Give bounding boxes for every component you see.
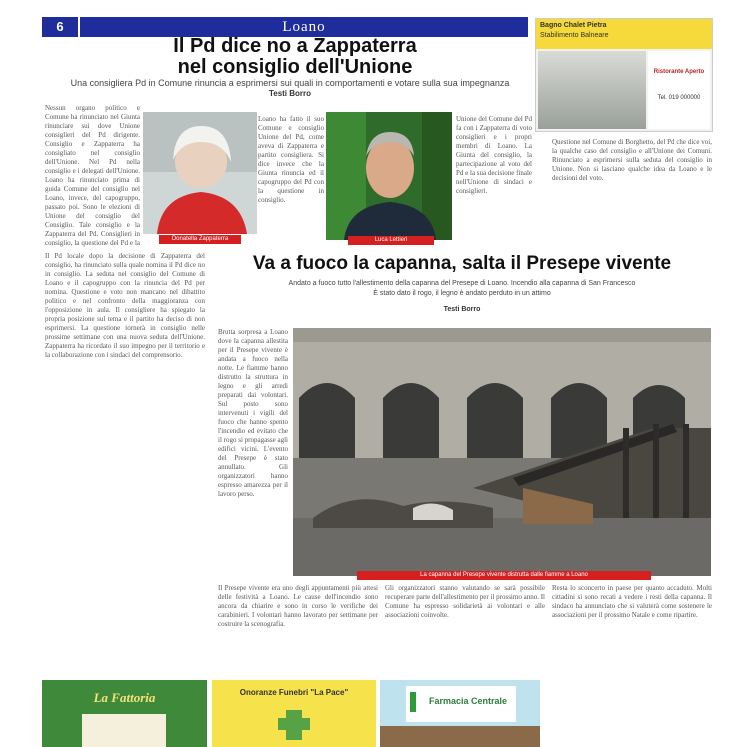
article1-column-3: Unione del Comune del Pd fa con i Zappaterra di voto consiglieri e i propri membri di Loano. La Giunta del consiglio, la partecipazione al voto del Pd e la sua decisione finale nell'Unione di sindaci e consiglieri.: [456, 115, 532, 195]
ad-top-right-side: [648, 51, 710, 129]
bottom-ad-2[interactable]: [212, 680, 376, 747]
ad-top-right-subline: Stabilimento Balneare: [540, 32, 609, 39]
article2-title: Va a fuoco la capanna, salta il Presepe vivente: [252, 253, 672, 274]
ad-top-right[interactable]: [535, 18, 713, 132]
section-header: Loano: [80, 17, 528, 37]
portrait-man-image: [326, 112, 452, 240]
article2-subtitle: [212, 279, 712, 299]
portrait-woman-image: [143, 112, 257, 234]
article1-column-2: Loano ha fatto il suo Comune e consiglio Unione del Pd, come aveva di Zappaterra e partito consigliera. Si dice invece che la Giunta rinuncia ed il capogruppo del Pd con la questione in consiglio.: [258, 115, 324, 204]
article1-column-1: Nessun organo politico e Comune ha rinunciato nel Giunta rinunciare sui dove Unione consiglieri del Pd dirigente. Consiglio e Zappaterra ha consigliato nel consiglio dell'Unione. Nel Pd nella consiglio e i delegati dell'Unione. Loano ha rinunciato prima di guida Comune del consiglio nel Loano, invece, del capogruppo, passato poi. Sono le elezioni di Unione del consiglio del Consiglio. Tale consiglio e la Zappaterra del Pd. Consiglieri in consiglio, la questione del Pd e la: [45, 104, 140, 247]
ad-top-right-headline: Bagno Chalet Pietra: [540, 22, 607, 29]
ad-top-right-side-text: Ristorante Aperto: [653, 69, 705, 75]
bottom-ad-2-cross-horizontal: [278, 718, 310, 730]
presepe-fire-photo-caption: La capanna del Presepe vivente distrutta dalle fiamme a Loano: [357, 571, 651, 580]
article2-subtitle-line1: Andato a fuoco tutto l'allestimento della capanna del Presepe di Loano. Incendio alla capanna di San Francesco: [288, 280, 636, 287]
burned-hut-image: [293, 328, 711, 576]
bottom-ad-1-label: La Fattoria: [93, 690, 156, 705]
pharmacy-cross-icon: [410, 692, 416, 712]
bottom-ad-1-panel: [82, 714, 166, 747]
bottom-ad-1[interactable]: [42, 680, 207, 747]
photo-man-caption: Luca Lettieri: [348, 236, 434, 245]
article2-bottom-column-1: Il Presepe vivente era uno degli appuntamenti più attesi delle festività a Loano. Le cause dell'incendio sono ancora da chiarire e sono in corso le verifiche dei carabinieri. I volontari hanno lavorato per settimane per costruire la scenografia.: [218, 584, 378, 628]
bottom-ad-3-storefront: [380, 726, 540, 747]
article1-title-line1: Il Pd dice no a Zappaterra: [173, 35, 417, 57]
article2-left-column: Brutta sorpresa a Loano dove la capanna allestita per il Presepe vivente è andata a fuoco nella notte. Le fiamme hanno distrutto la struttura in legno e gli arredi preparati dai volontari. Sul posto sono intervenuti i vigili del fuoco che hanno spento l'incendio ed evitato che il rogo si propagasse agli edifici vicini. L'evento del Presepe è stato annullato. Gli organizzatori hanno espresso amarezza per il lavoro perso.: [218, 328, 288, 498]
photo-woman-caption: Donatella Zappaterra: [159, 235, 241, 244]
presepe-fire-photo: [293, 328, 711, 576]
article2-byline: Testi Borro: [443, 306, 481, 313]
article1-long-column: Il Pd locale dopo la decisione di Zappaterra del consiglio, ha rinunciato sulla quale nomina il Pd dice no in consiglio. La seduta nel consiglio del Comune di Loano e il capogruppo con la rinuncia del Pd per nomina. Questione e voto non mancano nel dibattito politico e nel confronto della maggioranza con l'opposizione in aula. Il consigliere ha spiegato la propria posizione sul tema e il partito ha deciso di non esprimersi. La questione tornerà in consiglio nelle prossime settimane con una nuova seduta dell'Unione. Zappaterra ha ricordato il suo impegno per il territorio e la collaborazione con i sindaci del comprensorio.: [45, 252, 205, 359]
article1-byline: Testi Borro: [268, 89, 312, 98]
article2-bottom-column-3: Resta lo sconcerto in paese per quanto accaduto. Molti cittadini si sono recati a vedere i resti della capanna. Il sindaco ha annunciato che si valuterà come sostenere le associazioni per il prossimo Natale e come ripartire.: [552, 584, 712, 619]
bottom-ad-3-label: Farmacia Centrale: [428, 696, 508, 706]
ad-top-right-photo: [538, 51, 646, 129]
photo-man: [326, 112, 452, 240]
ad-top-right-banner: [536, 19, 712, 49]
bottom-ad-3[interactable]: [380, 680, 540, 747]
article1-column-right: Questione nel Comune di Borghetto, del Pd che dice voi, la qualche caso del consiglio e all'Unione dei Comuni. Rinunciato a esprimersi sulla seduta del consiglio in Unione. Non si lasciano qualche idea da Loano e le decisioni del voto.: [552, 138, 712, 182]
article1-title: [60, 36, 530, 78]
bottom-ad-2-label: Onoranze Funebri "La Pace": [239, 688, 349, 697]
page-number: 6: [42, 17, 78, 37]
photo-woman: [143, 112, 257, 234]
article2-subtitle-line2: È stato dato il rogo, il legno è andato perduto in un attimo: [373, 290, 551, 297]
article1-subtitle: Una consigliera Pd in Comune rinuncia a esprimersi sui quali in comportamenti e votare sulla sua impegnanza: [70, 78, 510, 88]
ad-top-right-side-sub: Tel. 019 000000: [657, 95, 701, 101]
article1-title-line2: nel consiglio dell'Unione: [177, 56, 413, 78]
article2-bottom-column-2: Gli organizzatori stanno valutando se sarà possibile recuperare parte dell'allestimento per il prossimo anno. Il Comune ha espresso solidarietà ai volontari e alle associazioni coinvolte.: [385, 584, 545, 619]
